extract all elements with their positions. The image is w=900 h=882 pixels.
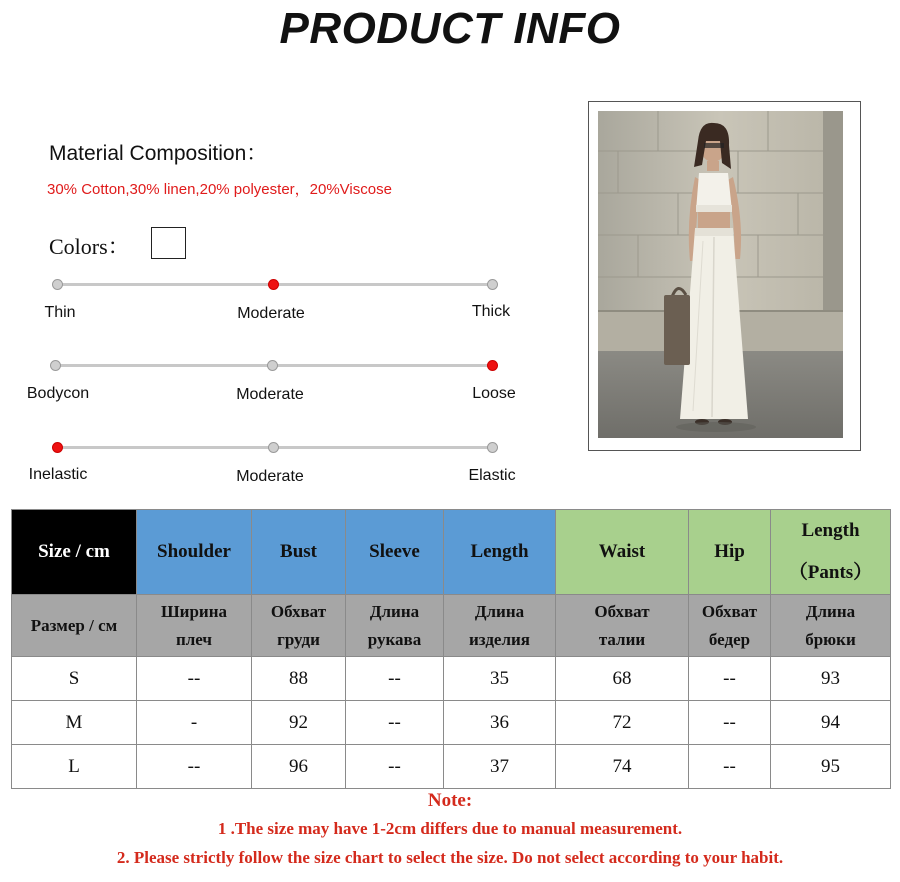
cell-shoulder: -- xyxy=(137,657,252,701)
col-header-shoulder: Shoulder xyxy=(137,510,252,595)
color-swatch-white[interactable] xyxy=(151,227,186,259)
scale-label-elastic: Elastic xyxy=(468,467,516,484)
cell-pants-length: 94 xyxy=(771,701,891,745)
product-photo xyxy=(588,101,861,451)
scale-dot-thick xyxy=(487,279,498,290)
cell-bust: 96 xyxy=(252,745,346,789)
cell-pants-length: 93 xyxy=(771,657,891,701)
ru-header-line1: Длина xyxy=(369,601,420,621)
ru-header-shoulder xyxy=(137,595,252,657)
scale-dot-moderate xyxy=(268,279,279,290)
ru-header-length xyxy=(444,595,556,657)
cell-sleeve: -- xyxy=(346,701,444,745)
material-heading: Material Composition： xyxy=(49,142,268,165)
cell-length: 35 xyxy=(444,657,556,701)
page-title: PRODUCT INFO xyxy=(279,4,621,53)
note-line-1: 1 .The size may have 1-2cm differs due to manual measurement. xyxy=(217,819,683,838)
ru-header-line1: Обхват xyxy=(701,601,758,621)
ru-header-line2: плеч xyxy=(175,629,213,649)
scale-dot-inelastic xyxy=(52,442,63,453)
scale-dot-thin xyxy=(52,279,63,290)
table-header-row xyxy=(12,510,891,595)
size-chart-table xyxy=(11,509,891,789)
ru-header-hip xyxy=(689,595,771,657)
ru-header-line2: брюки xyxy=(805,629,856,649)
cell-sleeve: -- xyxy=(346,745,444,789)
scale-dot-loose xyxy=(487,360,498,371)
scale-label-thin: Thin xyxy=(44,304,76,321)
ru-header-line2: изделия xyxy=(469,629,530,649)
note-line-2: 2. Please strictly follow the size chart to select the size. Do not select according to your habit. xyxy=(116,848,784,867)
col-header-length: Length xyxy=(444,510,556,595)
thickness-scale xyxy=(0,283,560,333)
cell-waist: 68 xyxy=(556,657,689,701)
scale-dot-elastic xyxy=(487,442,498,453)
note-title: Note: xyxy=(427,790,473,811)
ru-header-line1: Длина xyxy=(805,601,856,621)
ru-header-line1: Обхват xyxy=(594,601,650,621)
col-header-size: Size / cm xyxy=(12,510,137,595)
cell-shoulder: -- xyxy=(137,745,252,789)
scale-label-inelastic: Inelastic xyxy=(28,466,88,483)
colors-label: Colors： xyxy=(49,234,130,259)
ru-header-size xyxy=(12,595,137,657)
cell-sleeve: -- xyxy=(346,657,444,701)
cell-bust: 92 xyxy=(252,701,346,745)
ru-header-line1: Длина xyxy=(474,601,525,621)
table-header-row-ru xyxy=(12,595,891,657)
table-row xyxy=(12,657,891,701)
ru-header-line2: рукава xyxy=(367,629,422,649)
col-header-pants-length-line1: Length xyxy=(801,520,860,541)
ru-header-size-line: Размер / см xyxy=(30,615,118,635)
cell-size: M xyxy=(12,701,137,745)
cell-length: 36 xyxy=(444,701,556,745)
table-row xyxy=(12,745,891,789)
cell-size: L xyxy=(12,745,137,789)
cell-waist: 74 xyxy=(556,745,689,789)
cell-shoulder: - xyxy=(137,701,252,745)
material-value: 30% Cotton,30% linen,20% polyester，20%Viscose xyxy=(47,181,392,198)
col-header-bust: Bust xyxy=(252,510,346,595)
cell-size: S xyxy=(12,657,137,701)
scale-dot-moderate xyxy=(267,360,278,371)
ru-header-bust xyxy=(252,595,346,657)
ru-header-line1: Ширина xyxy=(160,601,227,621)
scale-label-moderate: Moderate xyxy=(237,305,305,322)
cell-bust: 88 xyxy=(252,657,346,701)
scale-label-moderate: Moderate xyxy=(236,386,304,403)
product-photo-image xyxy=(598,111,843,438)
cell-length: 37 xyxy=(444,745,556,789)
scale-label-moderate: Moderate xyxy=(236,468,304,485)
cell-hip: -- xyxy=(689,701,771,745)
ru-header-pants-length xyxy=(771,595,891,657)
col-header-hip: Hip xyxy=(689,510,771,595)
cell-waist: 72 xyxy=(556,701,689,745)
cell-hip: -- xyxy=(689,657,771,701)
ru-header-line2: бедер xyxy=(708,629,751,649)
scale-label-loose: Loose xyxy=(472,385,516,402)
fit-scale xyxy=(0,364,560,414)
col-header-pants-length-line2: （Pants） xyxy=(788,562,873,583)
ru-header-waist xyxy=(556,595,689,657)
scale-dot-bodycon xyxy=(50,360,61,371)
ru-header-line2: талии xyxy=(598,629,646,649)
cell-pants-length: 95 xyxy=(771,745,891,789)
scale-dot-moderate xyxy=(268,442,279,453)
scale-label-bodycon: Bodycon xyxy=(26,385,90,402)
scale-label-thick: Thick xyxy=(471,303,511,320)
ru-header-line2: груди xyxy=(277,629,320,649)
elasticity-scale xyxy=(0,446,560,496)
col-header-pants-length xyxy=(771,510,891,595)
col-header-sleeve: Sleeve xyxy=(346,510,444,595)
cell-hip: -- xyxy=(689,745,771,789)
ru-header-sleeve xyxy=(346,595,444,657)
table-row xyxy=(12,701,891,745)
ru-header-line1: Обхват xyxy=(270,601,327,621)
col-header-waist: Waist xyxy=(556,510,689,595)
